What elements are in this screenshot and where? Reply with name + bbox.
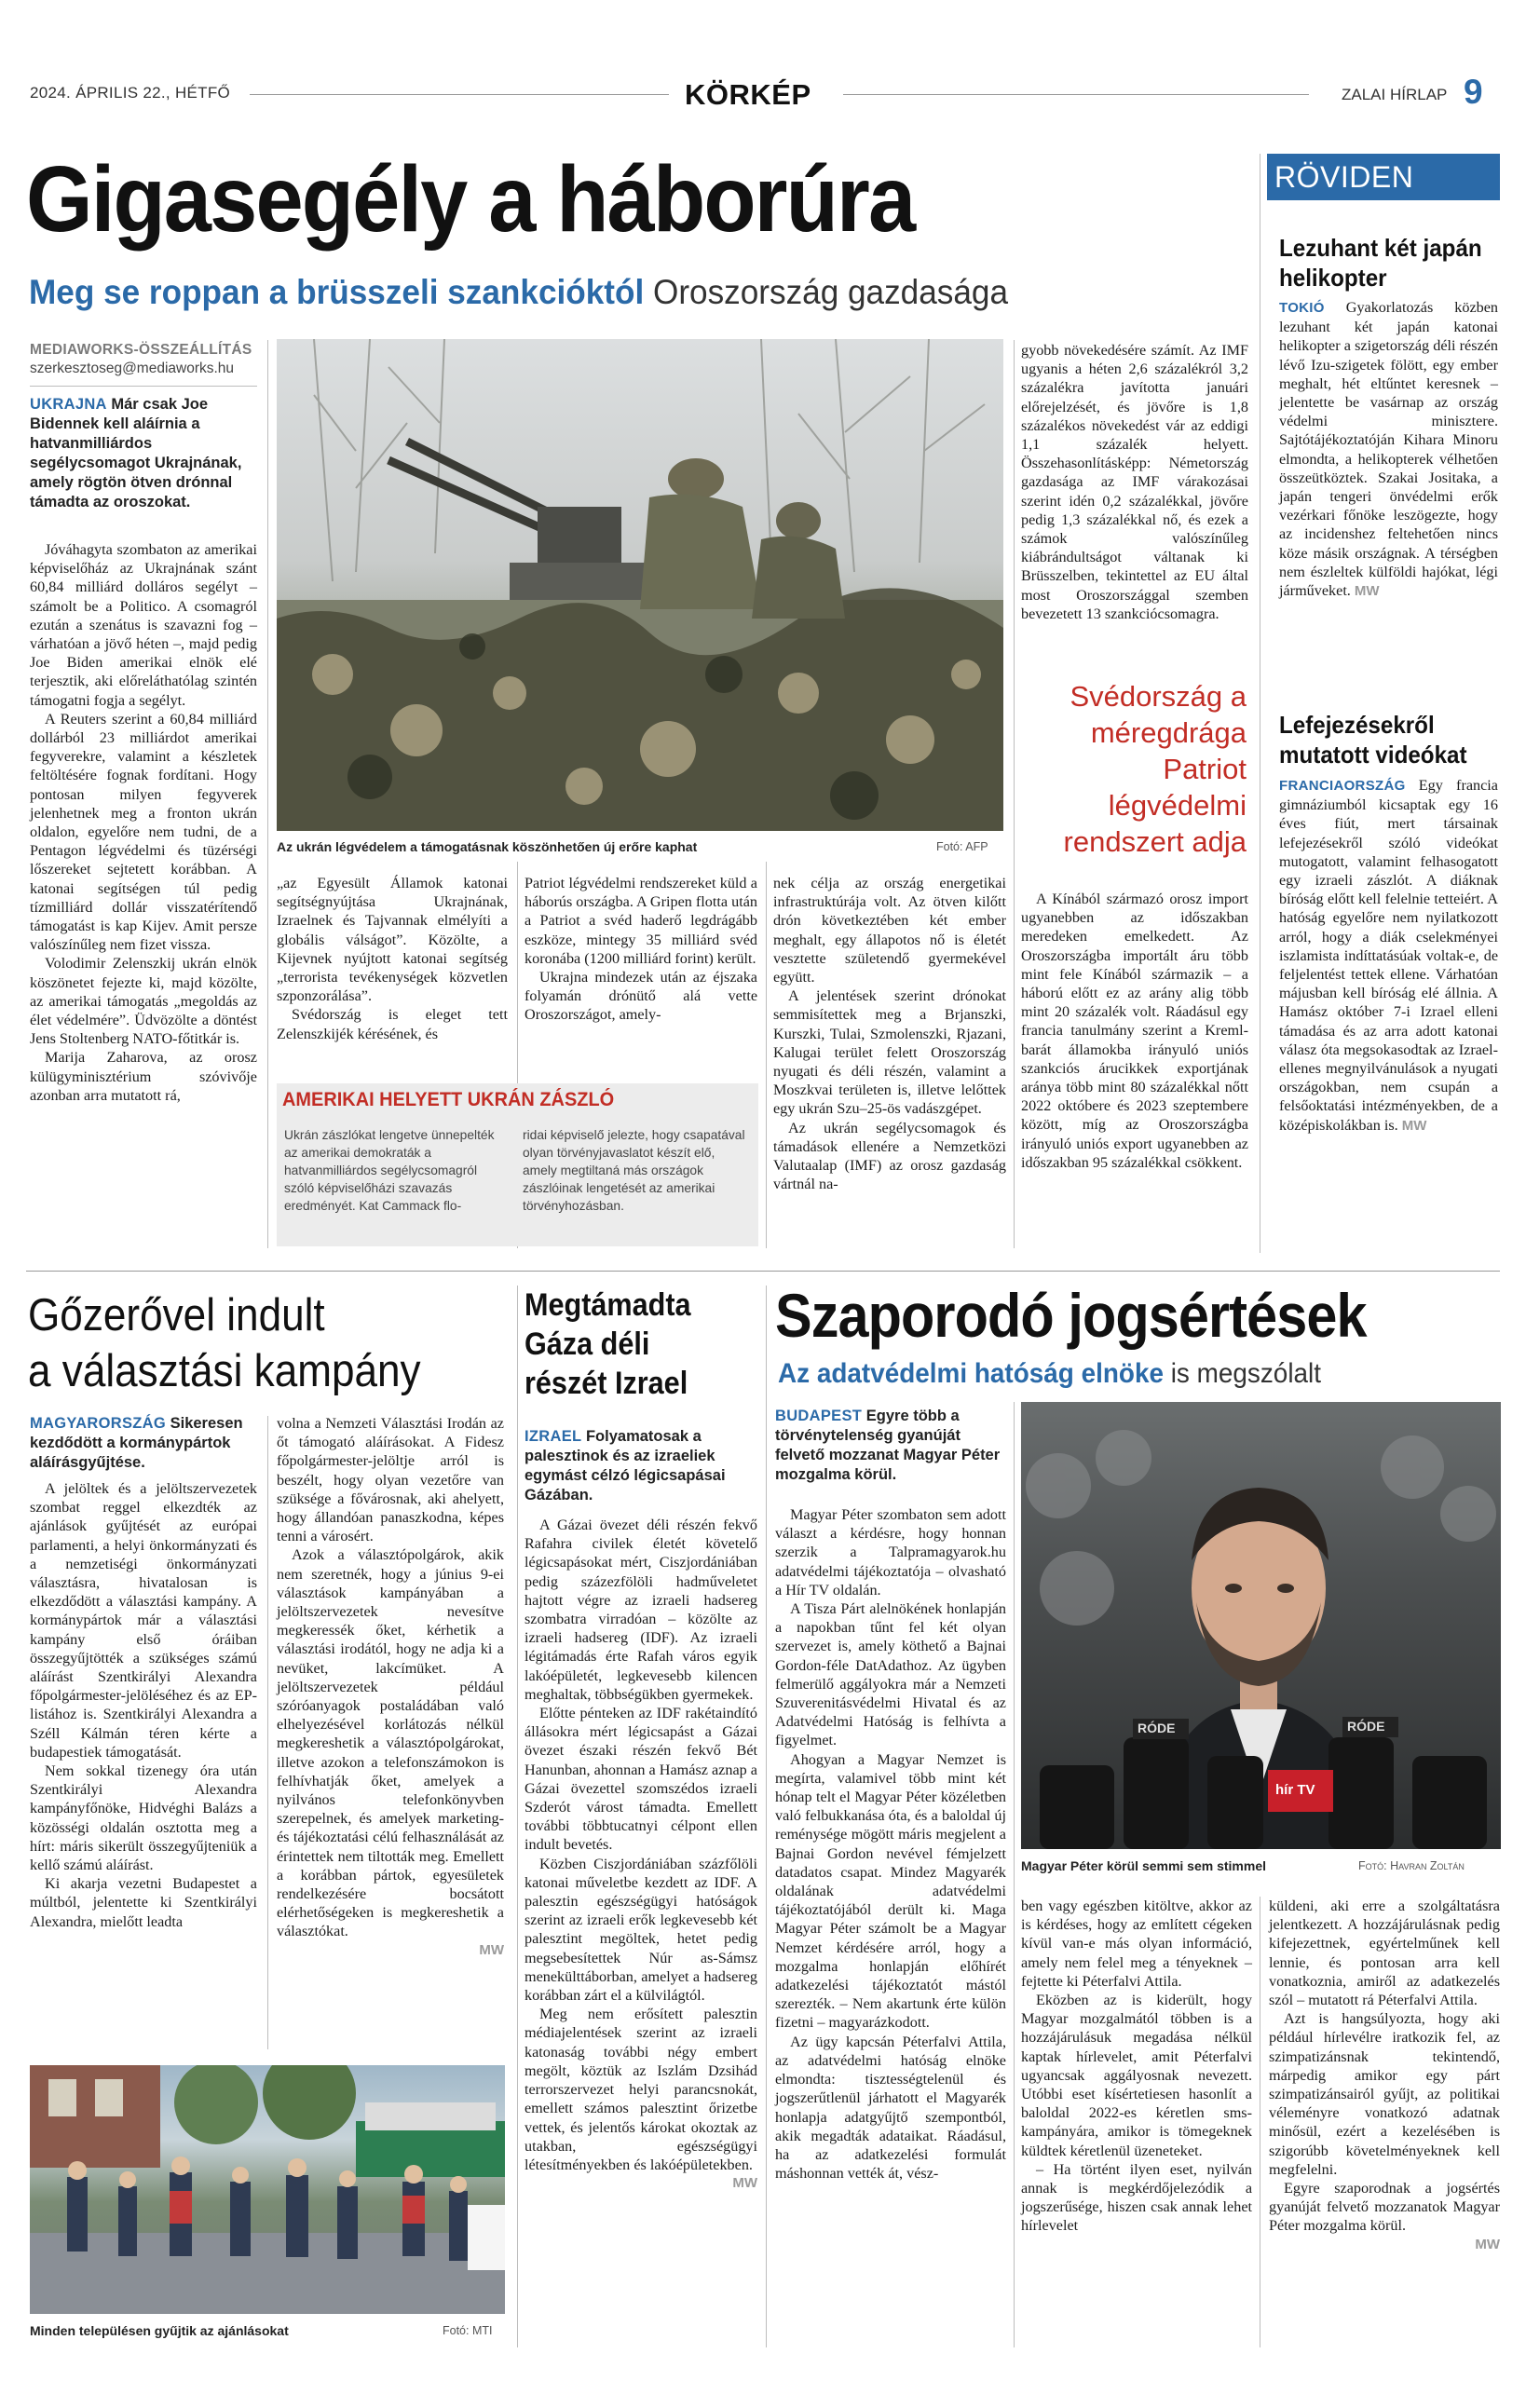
kampany-col1-p: A jelöltek és a jelöltszervezetek szombat reggel elkezdték az ajánlások gyűjtését az európai parlamenti, a helyi önkormányzati és a nemzetiségi önkormányzati választásra, hivatalosan is elkezdődött a választási kampány. A kormánypártok már a választási kampány első óráiban összegyűjtötték a szükséges számú aláírást Szentkirályi Alexandra főpolgármester-jelöléséhez és az EP-listához is. Szentkirályi Alexandra a Széll Kálmán téren kérte a budapestiek támogatását. (30, 1480, 257, 1761)
col-divider (766, 862, 767, 1248)
gaza-p: Közben Ciszjordániában százfőlöli katonai műveletbe kezdett az IDF. A palesztin egészségügyi hatóságok szerint az izraeli erők legkevesebb két palesztint megöltek, hetet pedig megsebesítettek Núr as-Sámsz menekülttáborban, amelyet a hadsereg korábban zárt el a külvilágtól. (525, 1855, 757, 2005)
info-box (277, 1083, 758, 1246)
main-subhead-rest: Oroszország gazdasága (644, 273, 1009, 311)
kampany-lead-text: Sikeresen kezdődött a kormánypártok aláírásgyűjtése. (30, 1415, 243, 1471)
kampany-headline (28, 1287, 421, 1399)
main-col4-p: A jelentések szerint drónokat semmisítettek meg a Brjanszki, Kurszki, Tulai, Szmolenszki, Rjazani, Kalugai terület felett Oroszország nyugati és déli részén, valamint a Moszkvai területen is, illetve lelőttek egy ukrán Szu–25-ös vadászgépet. (773, 987, 1006, 1118)
main-headline: Gigasegély a háborúra (26, 147, 915, 252)
byline-email: szerkesztoseg@mediaworks.hu (30, 361, 235, 376)
jog-headline: Szaporodó jogsértések (775, 1281, 1367, 1350)
main-photo-caption: Az ukrán légvédelem a támogatásnak köszönhetően új erőre kaphat (277, 839, 698, 854)
roviden-kw-2: FRANCIAORSZÁG (1279, 778, 1406, 794)
gaza-lead-keyword: IZRAEL (525, 1428, 582, 1445)
jog-photo-caption: Magyar Péter körül semmi sem stimmel (1021, 1858, 1267, 1873)
kampany-photo (30, 2065, 505, 2314)
jog-col3-p: Azt is hangsúlyozta, hogy aki például hírlevélre iratkozik fel, az szimpatizánsnak tekintendő, márpedig amikor egy párt szimpatizánsairól gyűjt, az politikai véleményre vonatkozó adatnak minősül, ezért a kezelésében is szigorúbb követelményeknek kell megfelelni. (1269, 2010, 1500, 2178)
section-divider (26, 1271, 1500, 1272)
jog-col1 (775, 1505, 1006, 2183)
roviden-title: RÖVIDEN (1267, 154, 1500, 200)
main-col4-p: Az ukrán segélycsomagok és támadások ellenére a Nemzetközi Valutaalap (IMF) az orosz gazdaság vártnál na- (773, 1119, 1006, 1193)
roviden-text-2 (1279, 776, 1498, 1136)
roviden-body-2: Egy francia gimnáziumból kicsaptak egy 16 éves fiút, mert társainak lefejezésekről szóló videókat mutogatott, valamint felhasogatott egy izraeli zászlót. A diáknak bíróság előtt kell felelnie tetteiért. A hatóság egyelőre nem nyilatkozott arról, hogy a diák cselekményei iszlamista indíttatásúak voltak-e, de feljelentést tettek ellene. Várhatóan májusban kell bíróság elé állnia. A Hamász október 7-i Izrael elleni támadása és az arra adott katonai válasz óta megsokasodtak az Izrael-ellenes megnyilvánulások a nyugati országokban, nem csupán a felsőoktatási intézményekben, de a középiskolákban is. (1279, 777, 1498, 1134)
jog-lead-text: Egyre több a törvénytelenség gyanúját felvető mozzanat Magyar Péter mozgalma körül. (775, 1408, 1001, 1483)
main-col5-p: gyobb növekedésére számít. Az IMF ugyanis a héten 2,6 százalékról 3,2 százalékra javította januári előrejelzését, és jövőre is 1,8 százalékos növekedést vár az eddigi 1,1 százalék helyett. Összehasonlításképp: Németország gazdasága az IMF várakozásai szerint idén 0,2 százalékkal, jövőre pedig 1,3 százalékkal nő, és ezek a számok valószínűleg kiábrándultságot váltanak ki Brüsszelben, tekintettel az EU által most Oroszországgal szemben bevezetett 13 szankciócsomagra. (1021, 342, 1248, 622)
main-lead (30, 395, 257, 512)
main-subhead (29, 273, 1008, 312)
byline: MEDIAWORKS-ÖSSZEÁLLÍTÁS (30, 342, 252, 358)
kampany-photo-credit: Fotó: MTI (443, 2324, 493, 2337)
info-box-col1: Ukrán zászlókat lengetve ünnepelték az amerikai demokraták a hatvanmilliárdos segélycsomagról szóló képviselőházi szavazás eredményét. Kat Cammack flo- (284, 1128, 495, 1213)
col-divider (766, 1286, 767, 2347)
kampany-headline-line1: Gőzerővel indult (28, 1290, 325, 1340)
roviden-body-1: Gyakorlatozás közben lezuhant két japán katonai helikopter a szigetország déli részén lévő Izu-szigetek fölött, egy ember meghalt, hét eltűntet keresnek – jelentette be vasárnap az ország védelmi minisztere. Sajtótájékoztatóján Kihara Minoru elmondta, a helikopterek vélhetően összeütköztek. Szakai Jositaka, a japán tengeri önvédelmi erők vezérkari főnöke leszögezte, hogy az incidenshez feltehetően nincs köze másik országnak. A térségben nem észleltek külföldi hajókat, légi járműveket. (1279, 299, 1498, 600)
main-col3-p: Patriot légvédelmi rendszereket küld a háborús országba. A Gripen flotta után a Patriot a svéd haderő legdrágább eszköze, mintegy 35 milliárd svéd koronába (1200 milliárd forint) került. (525, 875, 757, 967)
jog-subhead (778, 1358, 1321, 1390)
kampany-headline-line2: a választási kampány (28, 1346, 421, 1396)
mic-label-3: RÓDE (1347, 1719, 1385, 1734)
byline-rule (30, 386, 257, 387)
gaza-sig: MW (732, 2175, 757, 2192)
gaza-headline-line2: Gáza déli (525, 1326, 650, 1362)
mic-label-1: RÓDE (1138, 1721, 1176, 1735)
jog-col3-p: Egyre szaporodnak a jogsértés gyanúját felvető mozzanatok Magyar Péter mozgalma körül. (1269, 2180, 1500, 2235)
main-col1-p: Jóváhagyta szombaton az amerikai képviselőház az Ukrajnának szánt 60,84 milliárd dolláros segélyt – számolt be a Politico. A csomagról ezután a szenátus is szavazni fog – várhatóan a jövő héten –, majd pedig Joe Biden amerikai elnök elé terjesztik, aki előreláthatólag szintén támogatni fogja a segélyt. (30, 541, 257, 709)
col-divider (1014, 1402, 1015, 2347)
jog-sig: MW (1475, 2236, 1500, 2252)
roviden-headline-2: Lefejezésekről mutatott videókat (1279, 711, 1467, 769)
jog-lead-keyword: BUDAPEST (775, 1408, 863, 1424)
kampany-col2 (277, 1414, 504, 1960)
header-rule-right (843, 94, 1309, 95)
main-col1-p: Marija Zaharova, az orosz külügyminisztérium szóvivője azonban arra mutatott rá, (30, 1049, 257, 1104)
gaza-p: Meg nem erősített palesztin médiajelentések szerint az izraeli katonaság további négy embert megölt, köztük az Iszlám Dzsihád terrorszervezet helyi parancsnokát, emellett számos palesztint őrizetbe vettek, és jelentős károkat okoztak az utakban, egészségügyi létesítményekben és lakóépületekben. (525, 2006, 757, 2173)
paper-name: ZALAI HÍRLAP (1342, 86, 1448, 103)
col-divider (267, 340, 268, 1248)
jog-subhead-rest: is megszólalt (1163, 1358, 1321, 1389)
gaza-p: Előtte pénteken az IDF rakétaindító állásokra mért légicsapást a Gázai övezet északi részén fekvő Bét Hanunban, ahonnan a Hamász aznap a Gázai övezettel szomszédos izraeli Szderót várost támadta. Emellett további többtucatnyi célpont ellen indult bevetés. (525, 1705, 757, 1854)
jog-col3 (1269, 1897, 1500, 2254)
jog-lead (775, 1407, 1006, 1485)
main-lead-text: Már csak Joe Bidennek kell aláírnia a hatvanmilliárdos segélycsomagot Ukrajnának, amely rögtön ötven drónnal támadta az oroszokat. (30, 396, 242, 510)
main-col1-p: A Reuters szerint a 60,84 milliárd dollárból 23 milliárdot amerikai fegyverekre, valamint a készletek feltöltésére fognak fordítani. Hogy pontosan milyen fegyverek jelenhetnek meg a fronton ukrán oldalon, egyelőre nem tudni, de a Pentagon légvédelmi és tüzérségi lőszereket sejtetett korábban. A katonai segítségen túl pedig tízmilliárd dollár visszatérítendő támogatást is kap Kijev. Amit persze valószínűleg nem fizet vissza. (30, 710, 257, 954)
gaza-headline-line3: részét Izrael (525, 1366, 688, 1401)
gaza-body (525, 1516, 757, 2193)
roviden-text-1 (1279, 298, 1498, 601)
main-col3 (525, 874, 757, 1025)
main-photo (277, 339, 1003, 831)
roviden-headline-1: Lezuhant két japán helikopter (1279, 234, 1482, 292)
main-col4-p: nek célja az ország energetikai infrastruktúrája volt. Az ötven kilőtt drón következtében két ember meghalt, egy állapotos nő is életét vesztette születendő gyermekével együtt. (773, 875, 1006, 986)
jog-col1-p: Ahogyan a Magyar Nemzet is megírta, valamivel több mint két hónap telt el Magyar Péter közéletben való felbukkanása óta, és a baloldal új reménysége mögött máris megjelent a Bajnai Gordon nevével fémjelzett datadatos csapat. Mindez Magyarék oldalának adatvédelmi tájékoztatójából derült ki. Maga Magyar Péter számolt be a Magyar Nemzet kérdésére arról, hogy a mozgalma honlapján előhírét adatkezelési tájékoztatót mástól szerezték. – Nem akartunk érte külön fizetni – magyarázkodott. (775, 1750, 1006, 2032)
main-col3-p: Ukrajna mindezek után az éjszaka folyamán drónütő alá vette Oroszországot, amely- (525, 969, 757, 1024)
section-title: KÖRKÉP (685, 78, 811, 111)
main-col5b (1021, 890, 1248, 1172)
jog-photo-illustration (1021, 1402, 1501, 1849)
kampany-lead (30, 1414, 257, 1473)
jog-photo-credit: Fotó: Havran Zoltán (1358, 1859, 1465, 1872)
jog-col3-p: küldeni, aki erre a szolgáltatásra jelentkezett. A hozzájárulásnak pedig kifejezettnek, egyértelműnek kell lennie, és pontosan arra kell vonatkoznia, amiről az adatkezelés szól – mutatott rá Péterfalvi Attila. (1269, 1898, 1500, 2009)
info-box-title: AMERIKAI HELYETT UKRÁN ZÁSZLÓ (282, 1089, 615, 1110)
main-photo-credit: Fotó: AFP (936, 840, 988, 853)
main-subhead-highlight: Meg se roppan a brüsszeli szankcióktól (29, 273, 645, 311)
jog-col2-p: – Ha történt ilyen eset, nyilván annak is megkérdőjelezódik a jogszerűsége, hiszen csak annak lehet hírlevelet (1021, 2160, 1252, 2235)
jog-col2-p: ben vagy egészben kitöltve, akkor az is kérdéses, hogy az említett cégeken kívül van-e más olyan információ, amely nem felel meg a tényeknek – fejtette ki Péterfalvi Attila. (1021, 1898, 1252, 1990)
kampany-lead-keyword: MAGYARORSZÁG (30, 1415, 167, 1432)
jog-col1-p: A Tisza Párt alelnökének honlapján a napokban tűnt fel két olyan szervezet is, amely köthető a Bajnai Gordon-féle DatAdathoz. Az ügyben felmerülő aggályokra már a Nemzeti Szuverenitásvédelmi Hivatal és az Adatvédelmi Hatóság is felhívta a figyelmet. (775, 1600, 1006, 1749)
jog-subhead-highlight: Az adatvédelmi hatóság elnöke (778, 1358, 1164, 1389)
header-rule-left (250, 94, 669, 95)
mic-label-2: hír TV (1275, 1782, 1315, 1798)
page-date: 2024. ÁPRILIS 22., HÉTFŐ (30, 84, 231, 102)
kampany-photo-caption: Minden településen gyűjtik az ajánlásokat (30, 2323, 289, 2338)
main-col2-p: „az Egyesült Államok katonai segítségnyújtása Ukrajnának, Izraelnek és Tajvannak elmélyíti a globális válságot”. Közölte, a Kijevnek nyújtott katonai segítség „terrorista tevékenységek közvetlen szponzorálása”. (277, 875, 508, 1005)
col-divider (1014, 340, 1015, 1248)
kampany-photo-illustration (30, 2065, 505, 2314)
main-col2 (277, 874, 508, 1043)
gaza-lead (525, 1427, 757, 1505)
main-col5 (1021, 341, 1248, 623)
kampany-sig: MW (479, 1941, 504, 1958)
jog-col2-p: Eközben az is kiderült, hogy Magyar mozgalmától többen is a hozzájárulásuk megadása nélkül kaptak hírlevelet, amit Péterfalvi ugyancsak aggályosnak nevezett. Utóbbi eset kísértetiesen hasonlít a baloldal 2022-es kéretlen sms-kampányára, amikor is tömegeknek küldtek kéretlenül üzeneteket. (1021, 1992, 1252, 2159)
pull-quote: Svédország a méregdrága Patriot légvédelmi rendszert adja (1063, 680, 1247, 858)
gaza-headline (525, 1286, 734, 1403)
info-box-col2: ridai képviselő jelezte, hogy csapatával olyan törvényjavaslatot készít elő, amely megtiltaná más országok zászlóinak lengetését az amerikai törvényhozásban. (523, 1128, 745, 1213)
page-number: 9 (1464, 73, 1483, 111)
roviden-sig-1: MW (1354, 583, 1380, 600)
gaza-lead-text: Folyamatosak a palesztinok és az izraeliek egymást célzó légicsapásai Gázában. (525, 1428, 726, 1503)
main-col5b-p: A Kínából származó orosz import ugyanebben az időszakban meredeken emelkedett. Az Oroszországba importált áru több mint fele Kínából származik – a háború előtt ez az arány alig több mint 20 százalék volt. Ráadásul egy francia tanulmány szerint a Kreml-barát államokba irányuló uniós szankciós árucikkek exportjának aránya több mint 80 százalékkal nőtt 2022 októbere és 2023 szeptembere között, míg az Oroszországba irányuló uniós export ugyanebben az időszakban 95 százalékkal csökkent. (1021, 891, 1248, 1171)
main-lead-keyword: UKRAJNA (30, 396, 107, 413)
kampany-col1 (30, 1479, 257, 1931)
kampany-col1-p: Nem sokkal tizenegy óra után Szentkirályi Alexandra kampányfőnöke, Hidvéghi Balázs a közösségi oldalán osztotta meg a hírt: máris sikerült összegyűjteniük a kellő számú aláírást. (30, 1762, 257, 1874)
col-divider (267, 1416, 268, 2049)
jog-col2 (1021, 1897, 1252, 2236)
main-col4 (773, 874, 1006, 1193)
main-photo-illustration (277, 339, 1003, 831)
kampany-col1-p: Ki akarja vezetni Budapestet a múltból, jelentette ki Szentkirályi Alexandra, mielőtt leadta (30, 1875, 257, 1930)
kampany-col2-p: volna a Nemzeti Választási Irodán az őt támogató aláírásokat. A Fidesz főpolgármester-jelöltje arról is beszélt, hogy olyan vezetőre van szüksége a fővárosnak, aki ahelyett, hogy állandóan panaszkodna, képes tenni a városért. (277, 1415, 504, 1545)
col-divider (517, 1286, 518, 2347)
roviden-sig-2: MW (1401, 1117, 1427, 1134)
kampany-col2-p: Azok a választópolgárok, akik nem szeretnék, hogy a június 9-ei választások kampányában a jelöltszervezetek nevesítve megkeressék őket, kérhetik a választási irodától, hogy ne adja ki a nevüket, lakcímüket. A jelöltszervezetek például szóróanyagok postaládában való elhelyezésével korlátozás nélkül megkereshetik a választópolgárokat, illetve azokon a telefonszámokon is felhívhatják őket, amelyek a nyilvános telefonkönyvben szerepelnek, és amelyek marketing- és tájékoztatási célú felhasználását az érintettek nem tiltották meg. Emellett a korábban pártok, egyesületek rendelkezésére bocsátott elérhetőségeken is megkereshetik a választókat. (277, 1546, 504, 1940)
main-col1-p: Volodimir Zelenszkij ukrán elnök köszönetet fejezte ki, majd közölte, az amerikai támogatás „megoldás az élet védelmére”. Üdvözölte a döntést Jens Stoltenberg NATO-főtitkár is. (30, 955, 257, 1048)
jog-col1-p: Magyar Péter szombaton sem adott választ a kérdésre, hogy honnan szerzik a Talpramagyarok.hu adatvédelmi tájékoztatója – olvasható a Hír TV oldalán. (775, 1506, 1006, 1599)
jog-col1-p: Az ügy kapcsán Péterfalvi Attila, az adatvédelmi hatóság elnöke elmondta: tisztességtelenül és jogszerűtlenül járhatott el Magyarék honlapja adatgyűjtő szempontból, akik megadták adataikat. Ráadásul, ha az adatkezelési formulát máshonnan vették át, vész- (775, 2033, 1006, 2183)
main-col1 (30, 540, 257, 1105)
gaza-headline-line1: Megtámadta (525, 1287, 691, 1323)
roviden-kw-1: TOKIÓ (1279, 300, 1325, 316)
jog-photo (1021, 1402, 1501, 1849)
gaza-p: A Gázai övezet déli részén fekvő Rafahra civilek életét követelő légicsapásokat mért, Ciszjordániában pedig százezfölöli hadműveletet hajtott végre az izraeli hadsereg szombatra virradóan – közölte az izraeli hadsereg (IDF). Az izraeli légitámadás érte Rafah város egyik lakóépületét, legkevesebb kilencen meghaltak, többségükben gyermekek. (525, 1517, 757, 1703)
main-col2-p: Svédország is eleget tett Zelenszkijék kérésének, és (277, 1006, 508, 1042)
